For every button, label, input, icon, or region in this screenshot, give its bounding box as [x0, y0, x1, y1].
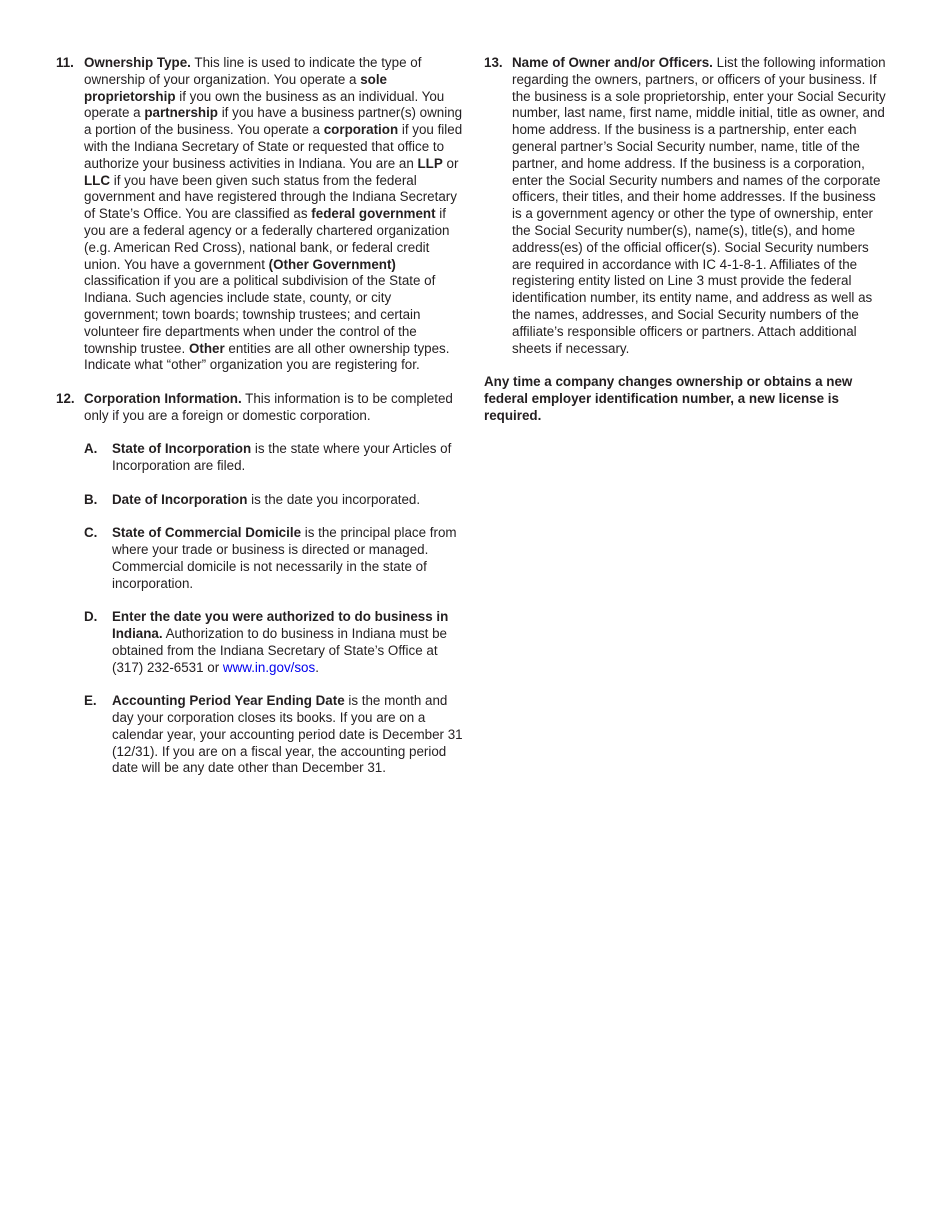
left-column — [56, 55, 468, 794]
item-text: if you own the business as an individual. You operate a — [84, 88, 445, 121]
item-12-paragraph — [84, 391, 468, 425]
item-13-paragraph — [512, 55, 889, 357]
term-other: Other — [188, 340, 225, 356]
subitem-paragraph — [112, 492, 468, 509]
subitem-letter: E. — [84, 693, 97, 709]
subitem-paragraph — [112, 693, 468, 777]
item-number: 13. — [484, 55, 503, 70]
subitem-letter: A. — [84, 441, 98, 457]
subitem-c-state-of-commercial-domicile — [84, 525, 468, 592]
subitem-letter: C. — [84, 525, 98, 541]
item-13-owner-officers — [484, 55, 889, 357]
new-license-notice: Any time a company changes ownership or obtains a new federal employer identification number, a new license is required. — [484, 374, 853, 423]
item-text: if you have a business partner(s) owning a portion of the business. You operate a — [84, 105, 463, 138]
subitem-letter: D. — [84, 609, 98, 625]
term-sole-proprietorship: sole proprietorship — [84, 71, 387, 104]
item-text: This information is to be completed only if you are a foreign or domestic corporation. — [84, 390, 453, 423]
subitem-text: is the state where your Articles of Incorporation are filed. — [112, 441, 452, 474]
item-text: This line is used to indicate the type of ownership of your organization. You operate a — [84, 55, 422, 87]
item-11-paragraph — [84, 55, 468, 374]
item-12-corporation-information — [56, 391, 468, 425]
subitem-title: Date of Incorporation — [112, 491, 248, 507]
subitem-text: is the date you incorporated. — [247, 491, 421, 507]
subitem-paragraph — [112, 441, 468, 475]
term-partnership: partnership — [144, 105, 218, 121]
term-llc: LLC — [84, 172, 111, 188]
subitem-b-date-of-incorporation — [84, 492, 468, 509]
item-text: if you are a federal agency or a federally chartered organization (e.g. American Red Cross), national bank, or federal credit union. You have a government — [84, 206, 450, 272]
term-llp: LLP — [417, 155, 443, 171]
subitem-a-state-of-incorporation — [84, 441, 468, 475]
subitem-text: is the principal place from where your trade or business is directed or managed. Commercial domicile is not necessarily in the state of incorporation. — [112, 525, 457, 591]
item-text: if you have been given such status from the federal government and have registered through the Indiana Secretary of State’s Office. You are classified as — [84, 172, 457, 222]
subitem-text: Authorization to do business in Indiana must be obtained from the Indiana Secretary of State’s Office at (317) 232-6531 or — [112, 626, 447, 675]
sos-website-link[interactable]: www.in.gov/sos — [222, 659, 316, 675]
item-text: List the following information regarding the owners, partners, or officers of your business. If the business is a sole proprietorship, enter your Social Security number, last name, first name, middle initial, title as owner, and home address. If the business is a partnership, enter each general partner’s Social Security number, name, title of the partner, and home address. If the business is a corporation, enter the Social Security numbers and names of the corporate officers, their titles, and their home addresses. If the business is a government agency or other the type of ownership, enter the Social Security number(s), name(s), title(s), and home address(es) of the official officer(s). Social Security numbers are required in accordance with IC 4-1-8-1. Affiliates of the registering entity listed on Line 3 must provide the federal identification number, its entity name, and address as well as the names, addresses, and Social Security numbers of the affiliate’s responsible officers or partners. Attach additional sheets if necessary. — [512, 55, 886, 356]
item-text: or — [442, 155, 459, 171]
item-text: if you filed with the Indiana Secretary of State or requested that office to authorize your business activities in Indiana. You are an — [84, 122, 463, 171]
subitem-letter: B. — [84, 491, 98, 507]
item-text: entities are all other ownership types. Indicate what “other” organization you are registering for. — [84, 340, 450, 373]
item-number: 11. — [56, 55, 74, 70]
subitem-d-authorization-date — [84, 609, 468, 676]
term-corporation: corporation — [323, 122, 399, 138]
item-number: 12. — [56, 390, 75, 406]
subitem-paragraph — [112, 525, 468, 592]
term-federal-government: federal government — [311, 206, 436, 222]
item-title: Name of Owner and/or Officers. — [512, 55, 713, 70]
subitem-title: State of Commercial Domicile — [112, 525, 302, 541]
subitem-text: is the month and day your corporation closes its books. If you are on a calendar year, your accounting period date is December 31 (12/31). If you are on a fiscal year, the accounting period date will be any date other than December 31. — [112, 693, 463, 776]
subitem-title: Accounting Period Year Ending Date — [112, 693, 345, 709]
subitem-paragraph — [112, 609, 468, 676]
subitem-e-accounting-period — [84, 693, 468, 777]
subitem-title: State of Incorporation — [112, 441, 252, 457]
subitem-title: Enter the date you were authorized to do business in Indiana. — [112, 609, 449, 642]
item-title: Ownership Type. — [84, 55, 191, 70]
subitem-text: . — [315, 659, 319, 675]
right-column — [484, 55, 889, 425]
item-text: classification if you are a political subdivision of the State of Indiana. Such agencies include state, county, or city government; town boards; township trustees; and certain volunteer fire departments when under the control of the township trustee. — [84, 273, 436, 356]
item-title: Corporation Information. — [84, 390, 242, 406]
item-11-ownership-type — [56, 55, 468, 374]
term-other-government: (Other Government) — [268, 256, 396, 272]
